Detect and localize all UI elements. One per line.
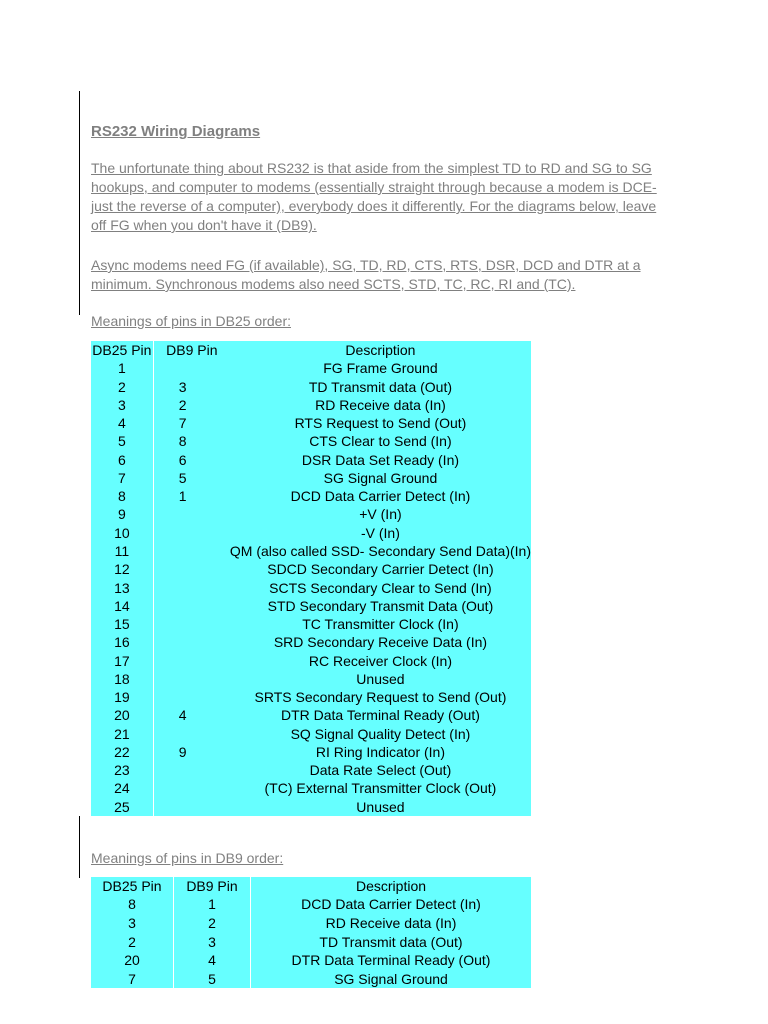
table-row (91, 895, 531, 914)
cell-description: DCD Data Carrier Detect (In) (290, 488, 471, 505)
column-header-db9-pin: DB9 Pin (174, 877, 251, 895)
cell-db9-pin: 4 (174, 951, 251, 970)
cell-db25-pin: 23 (114, 762, 130, 779)
cell-db9-pin: 9 (153, 743, 230, 761)
db25-table-caption[interactable]: Meanings of pins in DB25 order: (91, 313, 291, 329)
cell-description: DTR Data Terminal Ready (Out) (280, 707, 480, 724)
table-row (91, 597, 531, 615)
cell-description: DTR Data Terminal Ready (Out) (251, 951, 532, 970)
cell-db25-pin: 3 (117, 396, 126, 413)
cell-db25-pin: 17 (114, 652, 130, 669)
cell-description: DSR Data Set Ready (In) (301, 451, 460, 468)
cell-db9-pin: 1 (174, 895, 251, 914)
cell-db9-pin (153, 578, 230, 596)
cell-db25-pin: 8 (117, 488, 126, 505)
db9-table-caption[interactable]: Meanings of pins in DB9 order: (91, 850, 284, 866)
cell-db25-pin: 24 (114, 780, 130, 797)
cell-db9-pin: 4 (153, 706, 230, 724)
cell-db25-pin: 19 (114, 689, 130, 706)
cell-description: STD Secondary Transmit Data (Out) (267, 597, 494, 614)
cell-description: FG Frame Ground (323, 360, 438, 377)
cell-db9-pin (153, 798, 230, 816)
cell-description: SRTS Secondary Request to Send (Out) (254, 689, 507, 706)
column-header-db25-pin: DB25 Pin (102, 878, 162, 895)
cell-db9-pin (153, 359, 230, 377)
cell-db9-pin: 1 (153, 487, 230, 505)
modem-requirements-paragraph[interactable]: Async modems need FG (if available), SG, TD, RD, CTS, RTS, DSR, DCD and DTR at a minimum. Synchronous modems also need SCTS, STD, TC, RC, RI and (TC). (91, 257, 641, 292)
table-row (91, 396, 531, 414)
table-row (91, 932, 531, 951)
cell-db25-pin: 6 (117, 451, 126, 468)
page-title[interactable]: RS232 Wiring Diagrams (91, 123, 261, 140)
cell-db9-pin: 6 (153, 451, 230, 469)
cell-description: SQ Signal Quality Detect (In) (290, 725, 471, 742)
cell-db9-pin (153, 779, 230, 797)
table-row (91, 706, 531, 724)
cell-db25-pin: 20 (124, 952, 140, 969)
cell-db9-pin: 2 (174, 914, 251, 933)
table-row (91, 542, 531, 560)
cell-db9-pin (153, 560, 230, 578)
table-row (91, 560, 531, 578)
table-row (91, 725, 531, 743)
cell-description: RD Receive data (In) (251, 914, 532, 933)
table-row (91, 969, 531, 988)
table-row (91, 487, 531, 505)
cell-description: RD Receive data (In) (315, 396, 446, 413)
cell-db25-pin: 20 (114, 707, 130, 724)
table-row (91, 414, 531, 432)
cell-db9-pin (153, 597, 230, 615)
cell-db25-pin: 13 (114, 579, 130, 596)
cell-description: Data Rate Select (Out) (309, 762, 452, 779)
table-row (91, 688, 531, 706)
cell-description: TD Transmit data (Out) (308, 378, 453, 395)
cell-db25-pin: 2 (117, 378, 126, 395)
cell-db25-pin: 7 (117, 469, 126, 486)
cell-db25-pin: 8 (128, 896, 136, 913)
column-header-description: Description (251, 877, 532, 895)
margin-change-bar (79, 816, 80, 878)
table-row (91, 505, 531, 523)
cell-db9-pin (153, 524, 230, 542)
table-row (91, 951, 531, 970)
cell-db25-pin: 1 (117, 360, 126, 377)
cell-description: -V (In) (360, 524, 400, 541)
cell-db9-pin (153, 505, 230, 523)
cell-db25-pin: 16 (114, 634, 130, 651)
cell-description: TD Transmit data (Out) (251, 932, 532, 951)
db9-pin-table (91, 877, 531, 988)
cell-db9-pin: 5 (174, 969, 251, 988)
cell-db25-pin: 10 (114, 524, 130, 541)
cell-db9-pin: 3 (153, 377, 230, 395)
table-row (91, 798, 531, 816)
column-header-db25-pin: DB25 Pin (92, 342, 152, 359)
table-row (91, 359, 531, 377)
table-row (91, 633, 531, 651)
cell-db25-pin: 22 (114, 743, 130, 760)
cell-db9-pin (153, 688, 230, 706)
cell-db9-pin (153, 615, 230, 633)
table-row (91, 578, 531, 596)
table-row (91, 432, 531, 450)
cell-description: RI Ring Indicator (In) (315, 743, 446, 760)
cell-db25-pin: 15 (114, 616, 130, 633)
column-header-db9-pin: DB9 Pin (153, 341, 230, 359)
table-row (91, 615, 531, 633)
cell-db9-pin (153, 670, 230, 688)
cell-db9-pin: 7 (153, 414, 230, 432)
table-row (91, 451, 531, 469)
cell-description: SG Signal Ground (251, 969, 532, 988)
cell-description: CTS Clear to Send (In) (309, 433, 452, 450)
table-row (91, 914, 531, 933)
cell-db25-pin: 7 (128, 970, 136, 987)
table-row (91, 779, 531, 797)
cell-db9-pin: 2 (153, 396, 230, 414)
db25-pin-table (91, 341, 531, 816)
cell-db25-pin: 18 (114, 670, 130, 687)
cell-db25-pin: 21 (114, 725, 130, 742)
cell-description: (TC) External Transmitter Clock (Out) (264, 780, 497, 797)
cell-db25-pin: 2 (128, 933, 136, 950)
cell-db9-pin: 5 (153, 469, 230, 487)
table-row (91, 761, 531, 779)
cell-db9-pin: 3 (174, 932, 251, 951)
cell-db9-pin (153, 725, 230, 743)
column-header-description: Description (345, 342, 416, 359)
table-row (91, 377, 531, 395)
cell-db9-pin (153, 761, 230, 779)
table-row (91, 469, 531, 487)
cell-db25-pin: 11 (114, 542, 130, 559)
cell-db25-pin: 5 (117, 433, 126, 450)
table-row (91, 651, 531, 669)
cell-description: SCTS Secondary Clear to Send (In) (269, 579, 492, 596)
cell-description: SG Signal Ground (323, 469, 438, 486)
cell-description: DCD Data Carrier Detect (In) (251, 895, 532, 914)
cell-db25-pin: 4 (117, 415, 126, 432)
cell-description: QM (also called SSD- Secondary Send Data)(In) (229, 542, 531, 559)
cell-description: Unused (356, 670, 405, 687)
cell-db25-pin: 9 (117, 506, 126, 523)
cell-description: SRD Secondary Receive Data (In) (273, 634, 488, 651)
cell-db9-pin (153, 633, 230, 651)
cell-db25-pin: 12 (114, 561, 130, 578)
cell-description: SDCD Secondary Carrier Detect (In) (267, 561, 494, 578)
cell-description: +V (In) (359, 506, 402, 523)
table-header-row (91, 341, 531, 359)
cell-db9-pin: 8 (153, 432, 230, 450)
cell-db25-pin: 14 (114, 597, 130, 614)
cell-description: RC Receiver Clock (In) (308, 652, 452, 669)
cell-db25-pin: 3 (128, 915, 136, 932)
cell-db9-pin (153, 651, 230, 669)
intro-paragraph[interactable]: The unfortunate thing about RS232 is that aside from the simplest TD to RD and SG to SG hookups, and computer to modems (essentially straight through because a modem is DCE- just the reverse of a computer), everybody does it differently. For the diagrams below, leave off FG when you don't have it (DB9). (91, 160, 657, 233)
cell-db25-pin: 25 (114, 798, 130, 815)
table-row (91, 743, 531, 761)
margin-change-bar (79, 91, 80, 315)
cell-db9-pin (153, 542, 230, 560)
table-header-row (91, 877, 531, 895)
table-row (91, 670, 531, 688)
cell-description: Unused (356, 798, 405, 815)
cell-description: RTS Request to Send (Out) (294, 415, 467, 432)
table-row (91, 524, 531, 542)
cell-description: TC Transmitter Clock (In) (302, 616, 459, 633)
